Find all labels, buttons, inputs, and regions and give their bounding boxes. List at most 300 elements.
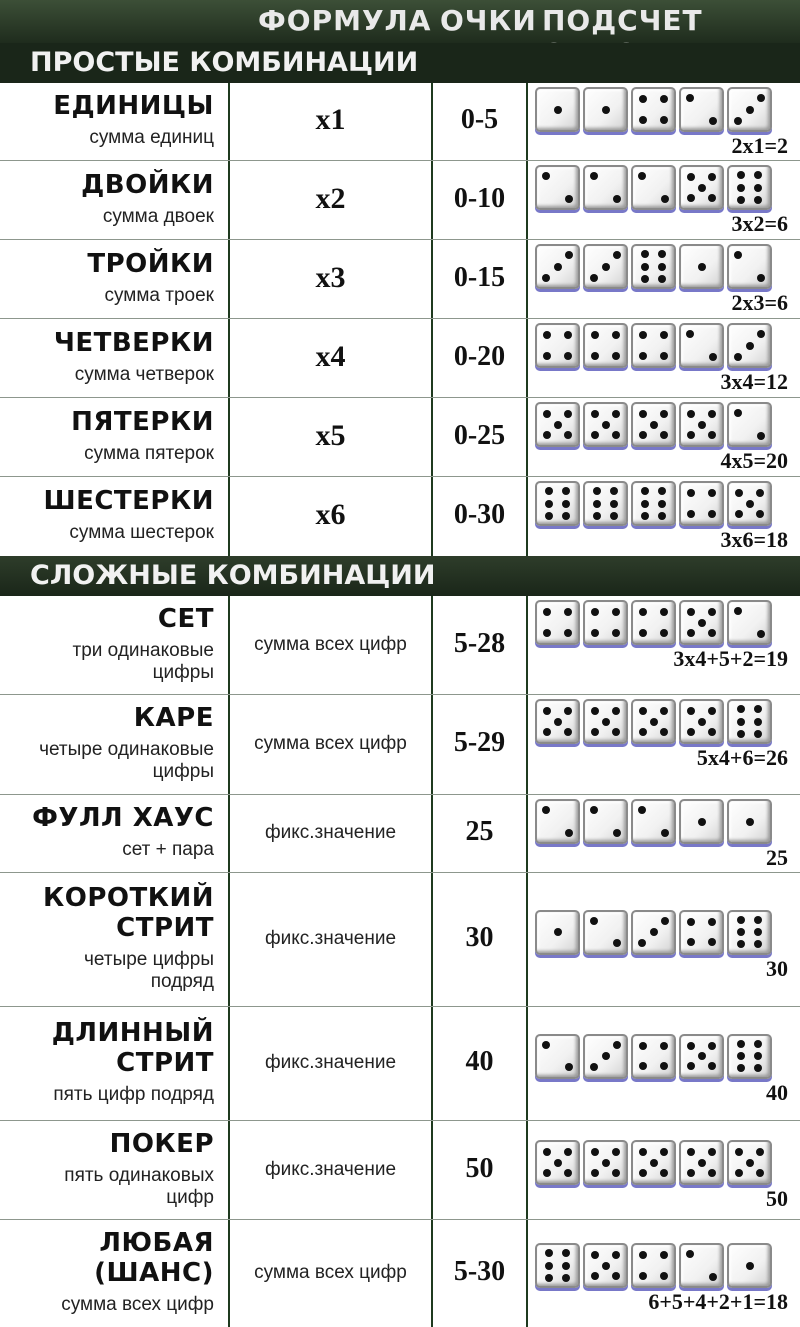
die-pip <box>754 171 762 179</box>
die-pip <box>564 629 572 637</box>
combination-cell <box>0 240 230 319</box>
die-pip <box>602 1052 610 1060</box>
die-pip <box>554 928 562 936</box>
die-pip <box>542 1041 550 1049</box>
die-pip <box>746 818 754 826</box>
combination-row <box>0 240 800 319</box>
die-pip <box>746 106 754 114</box>
die-pip <box>602 1159 610 1167</box>
die-pip <box>639 116 647 124</box>
die-pip <box>593 512 601 520</box>
die-pip <box>746 1159 754 1167</box>
combination-cell <box>0 477 230 556</box>
die-pip <box>641 512 649 520</box>
combination-description: четыре цифры подряд <box>84 949 214 992</box>
die-pip <box>658 487 666 495</box>
die-pip <box>591 410 599 418</box>
combination-cell <box>0 795 230 873</box>
die-pip <box>638 939 646 947</box>
combination-name: ЛЮБАЯ (ШАНС) <box>94 1227 214 1288</box>
points-cell <box>433 161 528 240</box>
die-pip <box>641 250 649 258</box>
die-pip <box>687 1042 695 1050</box>
example-cell <box>528 795 800 873</box>
die-pip <box>754 196 762 204</box>
formula-value: x1 <box>315 103 346 136</box>
combination-row <box>0 477 800 556</box>
dice-group <box>535 165 772 210</box>
die-pip <box>698 818 706 826</box>
die-pip <box>639 1272 647 1280</box>
points-range: 5-30 <box>453 1255 506 1287</box>
combination-cell <box>0 873 230 1007</box>
die-pip <box>658 275 666 283</box>
die-pip <box>658 263 666 271</box>
combination-name: ШЕСТЕРКИ <box>43 485 214 516</box>
die-face-five <box>583 1140 628 1185</box>
die-pip <box>564 707 572 715</box>
die-pip <box>562 487 570 495</box>
formula-value: фикс.значение <box>264 1158 397 1180</box>
combination-row <box>0 795 800 873</box>
score-calculation: 6+5+4+2+1=18 <box>648 1289 788 1314</box>
combination-cell <box>0 83 230 161</box>
die-pip <box>660 1042 668 1050</box>
die-face-three <box>727 323 772 368</box>
formula-cell <box>230 1121 433 1220</box>
combination-name: ДЛИННЫЙ СТРИТ <box>51 1018 214 1078</box>
die-pip <box>754 705 762 713</box>
die-pip <box>562 500 570 508</box>
combination-cell <box>0 596 230 695</box>
die-face-five <box>631 699 676 744</box>
combination-name: ЕДИНИЦЫ <box>53 91 214 121</box>
die-pip <box>610 500 618 508</box>
die-face-two <box>535 1034 580 1079</box>
die-pip <box>543 728 551 736</box>
die-face-one <box>679 799 724 844</box>
die-pip <box>554 718 562 726</box>
die-pip <box>757 274 765 282</box>
dice-group <box>535 1243 772 1288</box>
die-pip <box>658 250 666 258</box>
die-pip <box>709 117 717 125</box>
die-pip <box>708 431 716 439</box>
die-face-six <box>727 165 772 210</box>
die-pip <box>687 707 695 715</box>
die-pip <box>602 106 610 114</box>
die-pip <box>564 1169 572 1177</box>
die-pip <box>708 1169 716 1177</box>
die-face-six <box>535 1243 580 1288</box>
die-face-three <box>583 244 628 289</box>
die-pip <box>746 1262 754 1270</box>
formula-cell <box>230 795 433 873</box>
formula-cell <box>230 1220 433 1327</box>
score-calculation: 3x6=18 <box>720 527 788 552</box>
die-pip <box>542 274 550 282</box>
die-face-two <box>679 87 724 132</box>
die-face-two <box>727 600 772 645</box>
formula-value: сумма всех цифр <box>254 633 407 655</box>
die-face-six <box>583 481 628 526</box>
die-pip <box>687 510 695 518</box>
die-pip <box>737 928 745 936</box>
die-pip <box>660 431 668 439</box>
die-face-one <box>727 1243 772 1288</box>
die-pip <box>660 1169 668 1177</box>
die-pip <box>542 806 550 814</box>
die-pip <box>754 1064 762 1072</box>
die-pip <box>757 630 765 638</box>
die-pip <box>734 607 742 615</box>
dice-group <box>535 402 772 447</box>
points-cell <box>433 240 528 319</box>
die-face-four <box>679 910 724 955</box>
die-face-five <box>679 165 724 210</box>
die-pip <box>708 489 716 497</box>
die-pip <box>735 510 743 518</box>
die-face-six <box>631 244 676 289</box>
die-pip <box>562 1274 570 1282</box>
score-calculation: 40 <box>766 1079 788 1105</box>
die-pip <box>660 1062 668 1070</box>
die-face-one <box>583 87 628 132</box>
combination-row <box>0 1007 800 1121</box>
dice-group <box>535 600 772 645</box>
die-pip <box>565 251 573 259</box>
die-pip <box>686 94 694 102</box>
example-cell <box>528 161 800 240</box>
die-pip <box>590 917 598 925</box>
die-pip <box>734 409 742 417</box>
combination-description: сет + пара <box>122 839 214 860</box>
points-cell <box>433 83 528 161</box>
die-pip <box>543 707 551 715</box>
die-pip <box>590 172 598 180</box>
die-pip <box>610 512 618 520</box>
combination-description: четыре одинаковые цифры <box>39 739 214 782</box>
die-pip <box>590 274 598 282</box>
die-pip <box>639 608 647 616</box>
die-pip <box>591 608 599 616</box>
die-pip <box>660 629 668 637</box>
die-pip <box>686 1250 694 1258</box>
combination-description: сумма единиц <box>89 127 214 148</box>
points-range: 5-29 <box>453 727 506 758</box>
die-pip <box>591 1272 599 1280</box>
die-pip <box>737 184 745 192</box>
die-pip <box>591 431 599 439</box>
combination-row <box>0 695 800 795</box>
die-pip <box>687 410 695 418</box>
die-pip <box>612 431 620 439</box>
points-range: 5-28 <box>453 627 506 659</box>
formula-cell <box>230 873 433 1007</box>
die-pip <box>737 705 745 713</box>
die-pip <box>756 1169 764 1177</box>
die-pip <box>564 352 572 360</box>
combination-name: ТРОЙКИ <box>87 248 214 279</box>
die-face-five <box>727 1140 772 1185</box>
points-range: 0-25 <box>453 419 506 451</box>
score-calculation: 25 <box>766 845 788 870</box>
die-pip <box>754 184 762 192</box>
die-face-two <box>583 910 628 955</box>
die-pip <box>660 95 668 103</box>
die-pip <box>545 1262 553 1270</box>
formula-cell <box>230 83 433 161</box>
die-face-three <box>631 910 676 955</box>
combination-name: ЧЕТВЕРКИ <box>53 327 214 358</box>
die-pip <box>698 718 706 726</box>
die-pip <box>639 728 647 736</box>
die-face-four <box>631 1243 676 1288</box>
die-pip <box>564 1148 572 1156</box>
die-pip <box>612 1148 620 1156</box>
die-pip <box>698 421 706 429</box>
die-pip <box>698 619 706 627</box>
die-pip <box>754 940 762 948</box>
combination-cell <box>0 695 230 795</box>
die-pip <box>591 707 599 715</box>
points-range: 0-20 <box>453 340 506 372</box>
combination-description: сумма троек <box>104 284 214 306</box>
die-pip <box>639 431 647 439</box>
die-pip <box>687 938 695 946</box>
die-pip <box>612 629 620 637</box>
combination-name: СЕТ <box>157 603 214 634</box>
die-pip <box>756 510 764 518</box>
die-face-five <box>583 402 628 447</box>
die-face-two <box>631 165 676 210</box>
die-pip <box>554 263 562 271</box>
points-range: 0-10 <box>453 182 506 214</box>
die-pip <box>650 928 658 936</box>
points-cell <box>433 873 528 1007</box>
die-pip <box>591 728 599 736</box>
die-pip <box>660 707 668 715</box>
die-face-five <box>679 600 724 645</box>
combination-row <box>0 319 800 398</box>
die-pip <box>612 1251 620 1259</box>
die-pip <box>734 251 742 259</box>
die-pip <box>543 431 551 439</box>
die-pip <box>754 718 762 726</box>
die-pip <box>737 1052 745 1060</box>
die-pip <box>543 608 551 616</box>
die-pip <box>734 117 742 125</box>
points-column-header: ОЧКИ <box>440 4 537 37</box>
dice-group <box>535 910 772 955</box>
points-range: 30 <box>465 922 494 953</box>
example-cell <box>528 873 800 1007</box>
die-pip <box>613 1041 621 1049</box>
combination-row <box>0 596 800 695</box>
combination-name: ПОКЕР <box>109 1128 214 1159</box>
die-pip <box>591 1251 599 1259</box>
dice-group <box>535 799 772 844</box>
example-cell <box>528 83 800 161</box>
die-face-two <box>727 244 772 289</box>
die-pip <box>660 1148 668 1156</box>
die-pip <box>660 1251 668 1259</box>
die-face-six <box>727 1034 772 1079</box>
die-pip <box>698 1159 706 1167</box>
die-face-five <box>583 699 628 744</box>
points-range: 50 <box>465 1152 494 1184</box>
die-pip <box>639 1042 647 1050</box>
die-face-three <box>583 1034 628 1079</box>
formula-cell <box>230 596 433 695</box>
section-title: СЛОЖНЫЕ КОМБИНАЦИИ <box>30 560 436 591</box>
die-face-one <box>679 244 724 289</box>
points-range: 0-15 <box>453 261 506 293</box>
die-pip <box>641 263 649 271</box>
dice-group <box>535 323 772 368</box>
die-pip <box>613 939 621 947</box>
score-calculation: 50 <box>766 1186 788 1211</box>
die-pip <box>612 331 620 339</box>
die-pip <box>737 196 745 204</box>
formula-value: сумма всех цифр <box>254 733 407 754</box>
die-pip <box>639 331 647 339</box>
die-pip <box>638 806 646 814</box>
die-face-six <box>535 481 580 526</box>
points-range: 40 <box>465 1046 494 1077</box>
die-pip <box>757 432 765 440</box>
die-face-five <box>535 699 580 744</box>
die-face-two <box>583 165 628 210</box>
die-pip <box>612 410 620 418</box>
die-pip <box>650 421 658 429</box>
die-face-two <box>631 799 676 844</box>
points-range: 0-5 <box>460 104 499 135</box>
die-pip <box>639 95 647 103</box>
die-pip <box>746 500 754 508</box>
die-face-five <box>631 1140 676 1185</box>
die-face-one <box>727 799 772 844</box>
score-calculation: 2x3=6 <box>731 290 788 315</box>
die-pip <box>708 938 716 946</box>
points-cell <box>433 398 528 477</box>
die-face-five <box>679 402 724 447</box>
die-face-four <box>679 481 724 526</box>
die-pip <box>708 1062 716 1070</box>
die-pip <box>591 1148 599 1156</box>
die-face-four <box>631 600 676 645</box>
die-pip <box>554 421 562 429</box>
dice-group <box>535 481 772 526</box>
points-cell <box>433 795 528 873</box>
die-pip <box>737 1040 745 1048</box>
combination-name: КАРЕ <box>133 703 214 733</box>
die-pip <box>564 431 572 439</box>
die-pip <box>757 94 765 102</box>
die-face-six <box>631 481 676 526</box>
die-pip <box>613 251 621 259</box>
die-pip <box>687 608 695 616</box>
die-pip <box>545 500 553 508</box>
formula-value: фикс.значение <box>264 822 397 843</box>
formula-cell <box>230 1007 433 1121</box>
points-cell <box>433 477 528 556</box>
die-face-five <box>535 1140 580 1185</box>
section-header-simple <box>0 43 800 83</box>
die-pip <box>639 410 647 418</box>
die-pip <box>698 184 706 192</box>
die-pip <box>687 918 695 926</box>
die-face-one <box>535 910 580 955</box>
die-pip <box>543 1169 551 1177</box>
die-face-four <box>631 1034 676 1079</box>
formula-cell <box>230 695 433 795</box>
combination-name: ДВОЙКИ <box>81 169 214 200</box>
die-pip <box>708 510 716 518</box>
die-pip <box>612 728 620 736</box>
die-pip <box>545 512 553 520</box>
formula-value: фикс.значение <box>264 1052 397 1073</box>
die-face-six <box>727 699 772 744</box>
die-pip <box>698 1052 706 1060</box>
die-pip <box>545 487 553 495</box>
die-face-two <box>583 799 628 844</box>
combination-description: сумма пятерок <box>84 442 214 464</box>
die-pip <box>542 172 550 180</box>
die-pip <box>737 1064 745 1072</box>
die-face-two <box>679 323 724 368</box>
die-face-four <box>535 600 580 645</box>
dice-group <box>535 244 772 289</box>
die-face-five <box>583 1243 628 1288</box>
die-pip <box>591 1169 599 1177</box>
die-pip <box>708 629 716 637</box>
combination-row <box>0 83 800 161</box>
die-pip <box>708 194 716 202</box>
die-pip <box>639 352 647 360</box>
die-pip <box>565 1063 573 1071</box>
combination-description: сумма всех цифр <box>61 1293 214 1315</box>
score-calculation: 3x4+5+2=19 <box>673 646 788 671</box>
die-pip <box>737 730 745 738</box>
example-cell <box>528 1220 800 1327</box>
die-pip <box>613 195 621 203</box>
die-pip <box>737 171 745 179</box>
die-pip <box>554 1159 562 1167</box>
die-pip <box>612 608 620 616</box>
die-pip <box>660 1272 668 1280</box>
formula-cell <box>230 161 433 240</box>
die-pip <box>687 194 695 202</box>
die-pip <box>591 629 599 637</box>
die-face-four <box>535 323 580 368</box>
die-pip <box>708 410 716 418</box>
die-pip <box>562 1249 570 1257</box>
die-face-one <box>535 87 580 132</box>
die-pip <box>591 331 599 339</box>
formula-value: x6 <box>315 497 346 531</box>
combination-cell <box>0 1007 230 1121</box>
die-pip <box>590 806 598 814</box>
die-pip <box>709 353 717 361</box>
score-calculation: 4x5=20 <box>720 448 788 473</box>
die-pip <box>564 410 572 418</box>
die-pip <box>610 487 618 495</box>
formula-value: x2 <box>315 181 346 215</box>
die-pip <box>660 331 668 339</box>
combination-row <box>0 873 800 1007</box>
die-face-two <box>679 1243 724 1288</box>
